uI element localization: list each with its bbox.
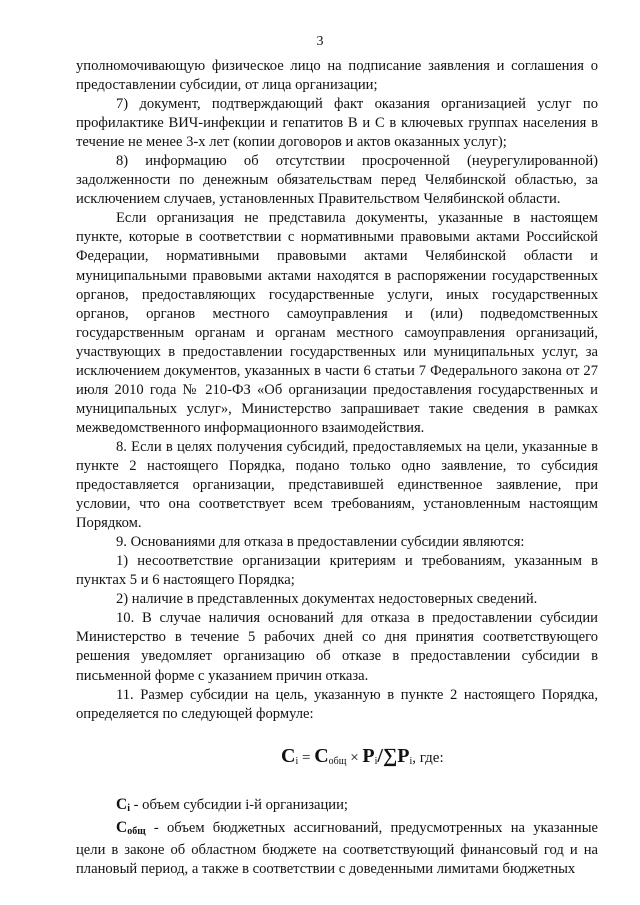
- paragraph-section-9-item-1: 1) несоответствие организации критериям и требованиям, указанным в пунктах 5 и 6 настоящего Порядка;: [76, 553, 598, 589]
- formula-equals: =: [298, 749, 315, 766]
- definition-ci-sub: i: [127, 802, 130, 814]
- paragraph-interagency-request: Если организация не представила документы, указанные в настоящем пункте, которые в соответствии с нормативными правовыми актами Российской Федерации, нормативными правовыми актами Челябинской области и муниципальными правовыми актами находятся в распоряжении государственных органов, предоставляющих государственные услуги, иных государственных органов, органов местного самоуправления и (или) подведомственных государственным органам и органам местного самоуправления организаций, участвующих в предоставлении государственных или муниципальных услуг, за исключением документов, указанных в части 6 статьи 7 Федерального закона от 27 июля 2010 года № 210-ФЗ «Об организации предоставления государственных и муниципальных услуг», Министерство запрашивает такие сведения в рамках межведомственного информационного взаимодействия.: [76, 210, 598, 436]
- definition-ci: [76, 795, 598, 818]
- definition-c-total-text: - объем бюджетных ассигнований, предусмотренных на указанные цели в законе об областном бюджете на соответствующий финансовый год и на плановый период, а также в соответствии с доведенными лимитами бюджетных: [76, 819, 598, 877]
- formula-p: P: [362, 744, 375, 767]
- subsidy-formula: [76, 744, 598, 774]
- definition-ci-text: - объем субсидии i-й организации;: [129, 796, 348, 813]
- paragraph-item-8: 8) информацию об отсутствии просроченной (неурегулированной) задолженности по денежным обязательствам перед Челябинской областью, за исключением случаев, установленных Правительством Челябинской области.: [76, 153, 598, 208]
- formula-multiply: ×: [346, 749, 363, 766]
- definition-c-total: [76, 818, 598, 879]
- definition-c-total-symbol: С: [116, 818, 128, 836]
- paragraph-section-9-item-2: 2) наличие в представленных документах недостоверных сведений.: [116, 591, 538, 608]
- definition-ci-symbol: С: [116, 795, 128, 813]
- paragraph-section-11: 11. Размер субсидии на цель, указанную в пункте 2 настоящего Порядка, определяется по следующей формуле:: [76, 686, 598, 722]
- paragraph-item-7: 7) документ, подтверждающий факт оказания организацией услуг по профилактике ВИЧ-инфекции и гепатитов В и С в ключевых группах населения в течение не менее 3-х лет (копии договоров и актов оказанных услуг);: [76, 96, 598, 151]
- paragraph-section-8: 8. Если в целях получения субсидий, предоставляемых на цели, указанные в пункте 2 настоящего Порядка, подано только одно заявление, то субсидия предоставляется организации, представившей единственное заявление, при условии, что она соответствует всем требованиям, установленным настоящим Порядком.: [76, 438, 598, 532]
- formula-p2-sub: i: [409, 755, 413, 767]
- definition-c-total-sub: общ: [127, 825, 146, 837]
- formula-p-sub: i: [374, 755, 378, 767]
- formula-tail: , где:: [412, 749, 444, 766]
- formula-c-total: С: [314, 744, 329, 767]
- page-number: 3: [316, 34, 324, 49]
- formula-c-sub: i: [295, 755, 299, 767]
- document-body: [76, 57, 598, 879]
- paragraph-continuation: уполномочивающую физическое лицо на подписание заявления и соглашения о предоставлении субсидии, от лица организации;: [76, 58, 598, 94]
- formula-c: С: [281, 744, 296, 767]
- paragraph-section-10: 10. В случае наличия оснований для отказа в предоставлении субсидии Министерство в течение 5 рабочих дней со дня принятия соответствующего решения уведомляет организацию об отказе в предоставлении субсидии в письменной форме с указанием причин отказа.: [76, 610, 598, 684]
- formula-sum: ∑: [382, 744, 398, 767]
- paragraph-section-9: 9. Основаниями для отказа в предоставлении субсидии являются:: [116, 534, 525, 551]
- formula-c-total-sub: общ: [328, 755, 347, 767]
- formula-slash: /: [377, 744, 383, 767]
- formula-p2: P: [397, 744, 410, 767]
